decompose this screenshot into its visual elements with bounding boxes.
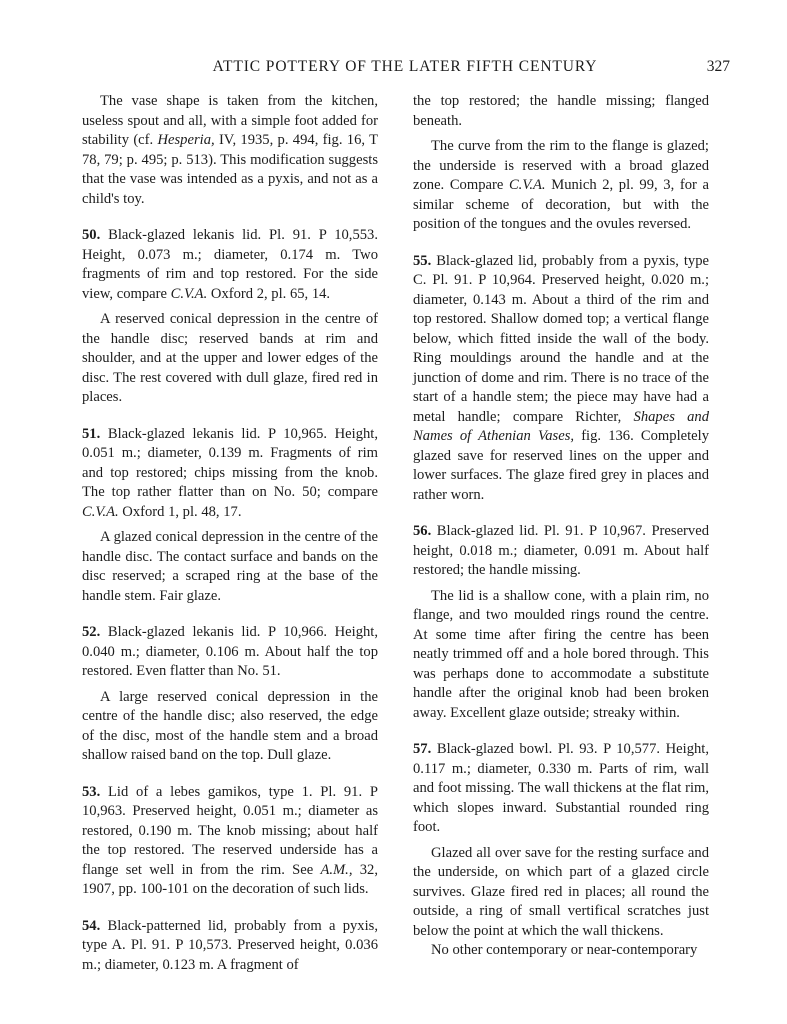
intro-paragraph: The vase shape is taken from the kitchen, useless spout and all, with a simple foot added for stability (cf. Hesperia, IV, 1935, p. 494, fig. 16, T 78, 79; p. 495; p. 513). This modification suggests that the vase was intended as a pyxis, and not as a child's toy. bbox=[82, 93, 378, 207]
entry-number: 50. bbox=[82, 227, 101, 243]
running-title: ATTIC POTTERY OF THE LATER FIFTH CENTURY bbox=[212, 58, 598, 75]
entry-description-51: A glazed conical depression in the centre of the handle disc. The contact surface and bands on the disc reserved; a scraped ring at the base of the handle stem. Fair glaze. bbox=[82, 529, 378, 604]
entry-number: 51. bbox=[82, 425, 101, 442]
catalogue-entry-57: 57. Black-glazed bowl. Pl. 93. P 10,577. Height, 0.117 m.; diameter, 0.330 m. Parts of rim, wall and foot missing. The wall thickens at the flat rim, which slopes inward. Substantial rounded ring foot. bbox=[413, 741, 709, 835]
entry-description-54: The curve from the rim to the flange is glazed; the underside is reserved with a broad glazed zone. Compare C.V.A. Munich 2, pl. 99, 3, for a similar scheme of decoration, but with the position of the tongues and the ovules reversed. bbox=[413, 138, 709, 232]
entry-number: 57. bbox=[413, 741, 432, 757]
entry-number: 56. bbox=[413, 523, 432, 539]
entry-number: 52. bbox=[82, 624, 101, 640]
catalogue-entry-56: 56. Black-glazed lid. Pl. 91. P 10,967. Preserved height, 0.018 m.; diameter, 0.091 m. About half restored; the handle missing. bbox=[413, 523, 709, 578]
catalogue-entry-53: 53. Lid of a lebes gamikos, type 1. Pl. 91. P 10,963. Preserved height, 0.051 m.; diameter as restored, 0.190 m. The knob missing; about half the top restored. The reserved underside has a flange set well in from the rim. See A.M., 32, 1907, pp. 100-101 on the decoration of such lids. bbox=[82, 783, 378, 897]
page-number: 327 bbox=[706, 58, 730, 75]
right-column bbox=[413, 92, 709, 961]
entry-number: 53. bbox=[82, 783, 101, 800]
entry-54-continuation: the top restored; the handle missing; flanged beneath. bbox=[413, 93, 709, 129]
catalogue-entry-51: 51. Black-glazed lekanis lid. P 10,965. Height, 0.051 m.; diameter, 0.139 m. Fragments of rim and top restored; chips missing from the knob. The top rather flatter than on No. 50; compare C.V.A. Oxford 1, pl. 48, 17. bbox=[82, 425, 378, 520]
entry-number: 54. bbox=[82, 917, 101, 934]
catalogue-entry-50: 50. Black-glazed lekanis lid. Pl. 91. P 10,553. Height, 0.073 m.; diameter, 0.174 m. Two fragments of rim and top restored. For the side view, compare C.V.A. Oxford 2, pl. 65, 14. bbox=[82, 227, 378, 302]
entry-description-57: Glazed all over save for the resting surface and the underside, on which part of a glazed circle survives. Glaze fired red in places; all round the outside, a ring of small vertifical scratches just below the point at which the wall thickens. bbox=[413, 844, 709, 939]
catalogue-entry-54: 54. Black-patterned lid, probably from a pyxis, type A. Pl. 91. P 10,573. Preserved height, 0.036 m.; diameter, 0.123 m. A fragment of bbox=[82, 917, 378, 973]
entry-description-56: The lid is a shallow cone, with a plain rim, no flange, and two moulded rings round the centre. At some time after firing the centre has been neatly trimmed off and a hole bored through. This was perhaps done to accommodate a substitute handle after the original knob had been broken away. Excellent glaze outside; streaky within. bbox=[413, 587, 709, 721]
left-column bbox=[82, 92, 378, 975]
running-header bbox=[80, 58, 730, 80]
closing-paragraph: No other contemporary or near-contemporary bbox=[431, 942, 698, 958]
entry-description-52: A large reserved conical depression in the centre of the handle disc; also reserved, the edge of the disc, most of the handle stem and a broad shallow raised band on the top. Dull glaze. bbox=[82, 688, 378, 763]
catalogue-entry-52: 52. Black-glazed lekanis lid. P 10,966. Height, 0.040 m.; diameter, 0.106 m. About half the top restored. Even flatter than No. 51. bbox=[82, 624, 378, 679]
entry-number: 55. bbox=[413, 252, 432, 269]
catalogue-entry-55: 55. Black-glazed lid, probably from a pyxis, type C. Pl. 91. P 10,964. Preserved height, 0.020 m.; diameter, 0.143 m. About a third of the rim and top restored. Shallow domed top; a vertical flange below, which fitted inside the wall of the body. Ring mouldings around the handle and at the junction of dome and rim. There is no trace of the start of a handle stem; the piece may have had a metal handle; compare Richter, Shapes and Names of Athenian Vases, fig. 136. Completely glazed save for reserved lines on the upper and lower surfaces. The glaze fired grey in places and rather worn. bbox=[413, 252, 709, 503]
entry-description-50: A reserved conical depression in the centre of the handle disc; reserved bands at rim and shoulder, and at the upper and lower edges of the disc. The rest covered with dull glaze, fired red in places. bbox=[82, 311, 378, 405]
